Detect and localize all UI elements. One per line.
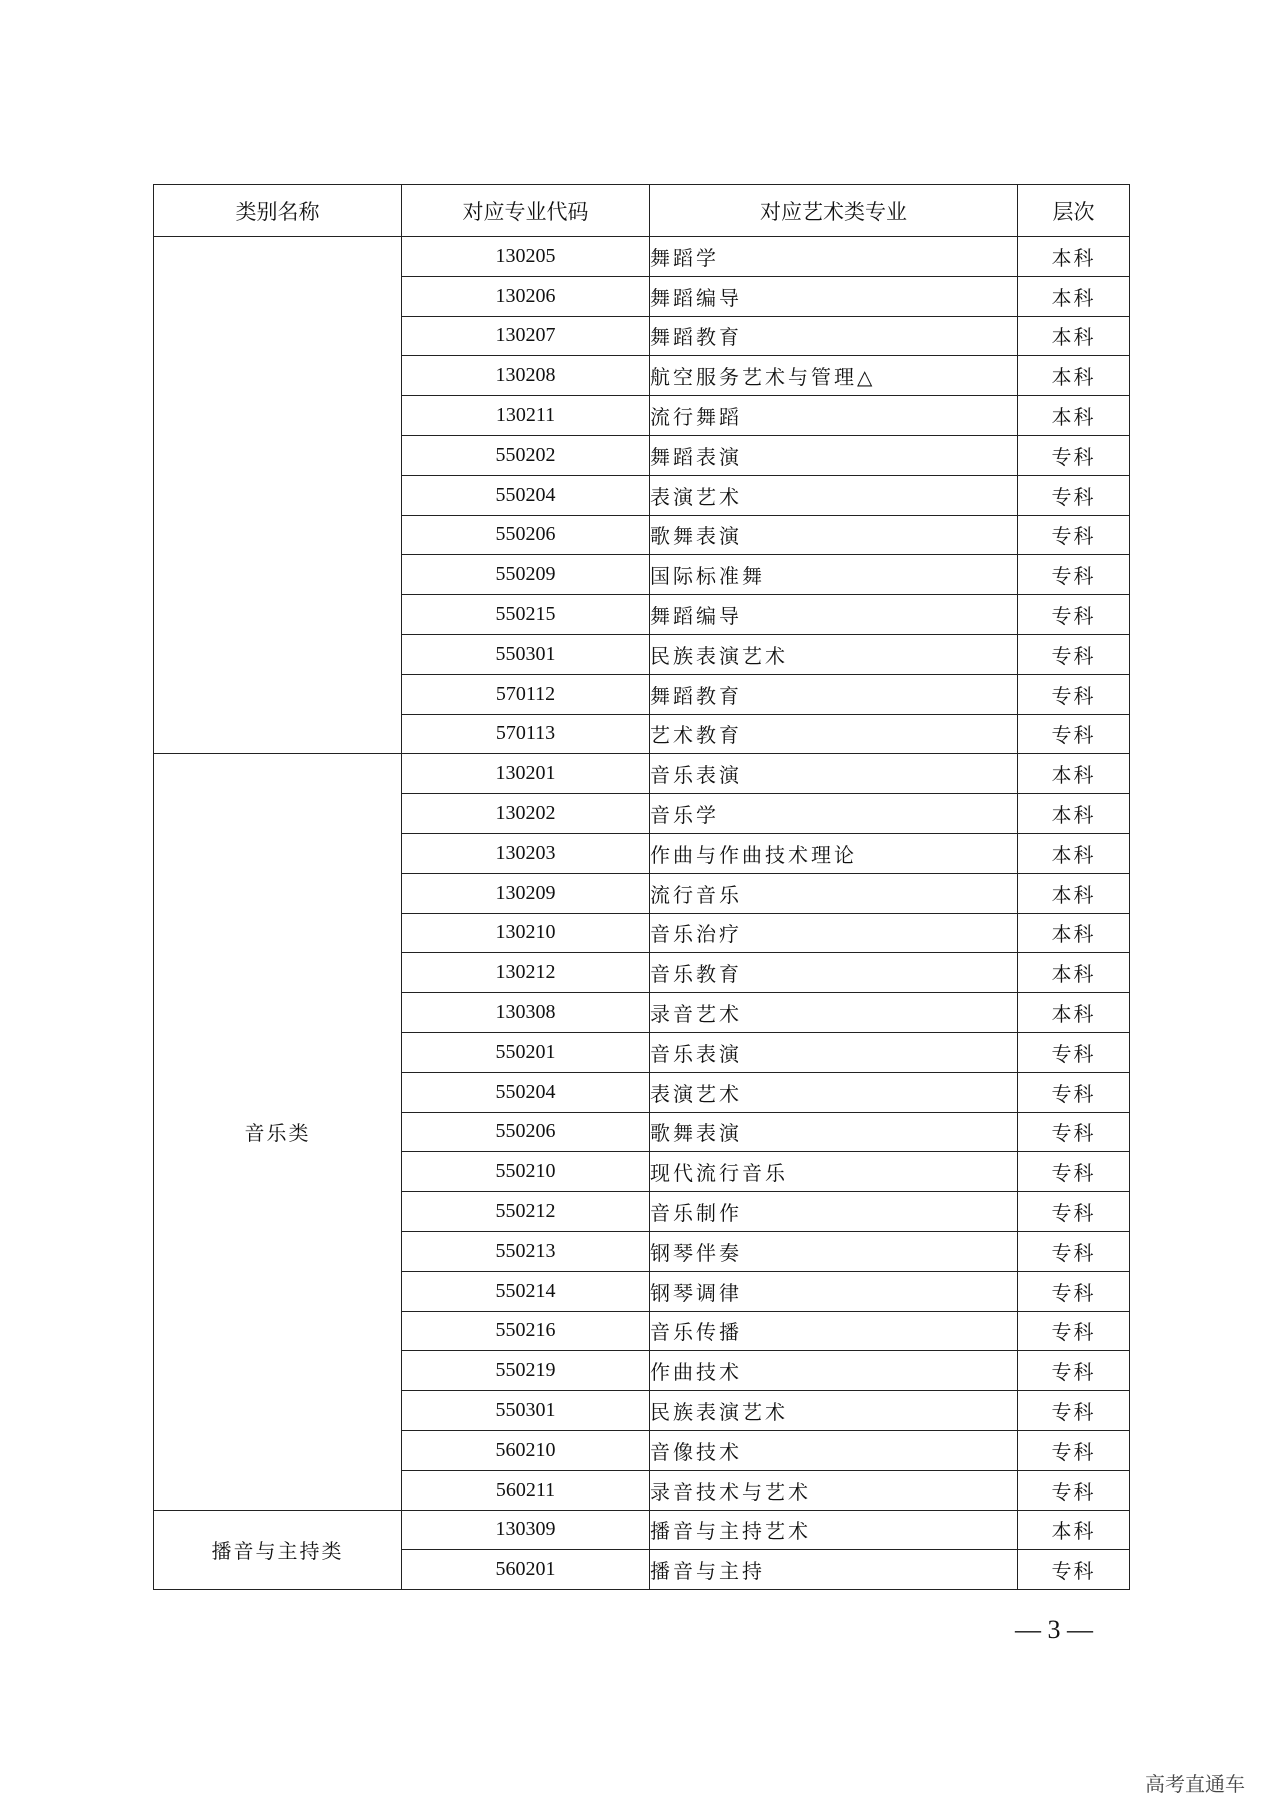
code-cell: 550216 <box>402 1311 650 1351</box>
level-cell: 专科 <box>1018 515 1130 555</box>
major-cell: 音乐表演 <box>650 754 1018 794</box>
major-cell: 钢琴调律 <box>650 1271 1018 1311</box>
code-cell: 550204 <box>402 1072 650 1112</box>
code-cell: 570112 <box>402 674 650 714</box>
level-cell: 专科 <box>1018 435 1130 475</box>
code-cell: 560211 <box>402 1470 650 1510</box>
code-cell: 560210 <box>402 1430 650 1470</box>
major-cell: 作曲与作曲技术理论 <box>650 833 1018 873</box>
major-cell: 舞蹈学 <box>650 237 1018 277</box>
level-cell: 专科 <box>1018 475 1130 515</box>
major-cell: 歌舞表演 <box>650 515 1018 555</box>
level-cell: 专科 <box>1018 1550 1130 1590</box>
level-cell: 本科 <box>1018 316 1130 356</box>
level-cell: 专科 <box>1018 1271 1130 1311</box>
code-cell: 550212 <box>402 1192 650 1232</box>
level-cell: 本科 <box>1018 754 1130 794</box>
code-cell: 130207 <box>402 316 650 356</box>
code-cell: 130209 <box>402 873 650 913</box>
code-cell: 130202 <box>402 794 650 834</box>
code-cell: 130309 <box>402 1510 650 1550</box>
level-cell: 本科 <box>1018 993 1130 1033</box>
level-cell: 专科 <box>1018 1192 1130 1232</box>
major-cell: 表演艺术 <box>650 1072 1018 1112</box>
level-cell: 专科 <box>1018 1311 1130 1351</box>
level-cell: 专科 <box>1018 674 1130 714</box>
code-cell: 130212 <box>402 953 650 993</box>
major-cell: 音乐治疗 <box>650 913 1018 953</box>
code-cell: 550210 <box>402 1152 650 1192</box>
major-cell: 音乐教育 <box>650 953 1018 993</box>
code-cell: 130211 <box>402 396 650 436</box>
code-cell: 550206 <box>402 515 650 555</box>
table-body <box>154 237 1130 1590</box>
major-cell: 民族表演艺术 <box>650 634 1018 674</box>
header-code: 对应专业代码 <box>402 185 650 237</box>
page-number: — 3 — <box>1015 1615 1093 1644</box>
major-cell: 舞蹈表演 <box>650 435 1018 475</box>
major-cell: 舞蹈教育 <box>650 316 1018 356</box>
major-cell: 舞蹈编导 <box>650 276 1018 316</box>
major-cell: 音像技术 <box>650 1430 1018 1470</box>
major-cell: 民族表演艺术 <box>650 1391 1018 1431</box>
category-cell <box>154 237 402 754</box>
major-cell: 作曲技术 <box>650 1351 1018 1391</box>
major-cell: 音乐学 <box>650 794 1018 834</box>
level-cell: 本科 <box>1018 953 1130 993</box>
code-cell: 570113 <box>402 714 650 754</box>
table-row <box>154 237 1130 277</box>
major-cell: 播音与主持艺术 <box>650 1510 1018 1550</box>
level-cell: 专科 <box>1018 555 1130 595</box>
header-category: 类别名称 <box>154 185 402 237</box>
major-cell: 表演艺术 <box>650 475 1018 515</box>
major-cell: 录音艺术 <box>650 993 1018 1033</box>
level-cell: 本科 <box>1018 794 1130 834</box>
major-cell: 钢琴伴奏 <box>650 1231 1018 1271</box>
level-cell: 本科 <box>1018 873 1130 913</box>
major-cell: 音乐传播 <box>650 1311 1018 1351</box>
major-cell: 录音技术与艺术 <box>650 1470 1018 1510</box>
code-cell: 130203 <box>402 833 650 873</box>
level-cell: 本科 <box>1018 276 1130 316</box>
code-cell: 550301 <box>402 634 650 674</box>
code-cell: 130208 <box>402 356 650 396</box>
code-cell: 550215 <box>402 595 650 635</box>
code-cell: 550213 <box>402 1231 650 1271</box>
level-cell: 专科 <box>1018 1072 1130 1112</box>
code-cell: 550209 <box>402 555 650 595</box>
category-cell: 音乐类 <box>154 754 402 1510</box>
header-level: 层次 <box>1018 185 1130 237</box>
code-cell: 130210 <box>402 913 650 953</box>
watermark: 高考直通车 <box>1145 1772 1245 1796</box>
code-cell: 550204 <box>402 475 650 515</box>
code-cell: 550214 <box>402 1271 650 1311</box>
level-cell: 专科 <box>1018 634 1130 674</box>
table-header-row <box>154 185 1130 237</box>
major-cell: 播音与主持 <box>650 1550 1018 1590</box>
level-cell: 本科 <box>1018 913 1130 953</box>
level-cell: 专科 <box>1018 1430 1130 1470</box>
major-cell: 现代流行音乐 <box>650 1152 1018 1192</box>
major-cell: 航空服务艺术与管理△ <box>650 356 1018 396</box>
code-cell: 550301 <box>402 1391 650 1431</box>
code-cell: 130205 <box>402 237 650 277</box>
level-cell: 专科 <box>1018 1391 1130 1431</box>
level-cell: 本科 <box>1018 833 1130 873</box>
major-cell: 流行音乐 <box>650 873 1018 913</box>
level-cell: 专科 <box>1018 714 1130 754</box>
major-cell: 国际标准舞 <box>650 555 1018 595</box>
major-cell: 流行舞蹈 <box>650 396 1018 436</box>
major-cell: 音乐制作 <box>650 1192 1018 1232</box>
level-cell: 专科 <box>1018 1032 1130 1072</box>
code-cell: 130206 <box>402 276 650 316</box>
level-cell: 本科 <box>1018 396 1130 436</box>
majors-table <box>153 184 1130 1590</box>
code-cell: 550206 <box>402 1112 650 1152</box>
code-cell: 130308 <box>402 993 650 1033</box>
category-cell: 播音与主持类 <box>154 1510 402 1590</box>
level-cell: 专科 <box>1018 595 1130 635</box>
level-cell: 本科 <box>1018 237 1130 277</box>
major-cell: 舞蹈编导 <box>650 595 1018 635</box>
level-cell: 本科 <box>1018 356 1130 396</box>
level-cell: 专科 <box>1018 1152 1130 1192</box>
level-cell: 专科 <box>1018 1112 1130 1152</box>
table-row <box>154 1510 1130 1550</box>
level-cell: 专科 <box>1018 1231 1130 1271</box>
major-cell: 音乐表演 <box>650 1032 1018 1072</box>
code-cell: 130201 <box>402 754 650 794</box>
code-cell: 560201 <box>402 1550 650 1590</box>
major-cell: 歌舞表演 <box>650 1112 1018 1152</box>
level-cell: 本科 <box>1018 1510 1130 1550</box>
table-row <box>154 754 1130 794</box>
major-cell: 舞蹈教育 <box>650 674 1018 714</box>
header-major: 对应艺术类专业 <box>650 185 1018 237</box>
code-cell: 550219 <box>402 1351 650 1391</box>
code-cell: 550202 <box>402 435 650 475</box>
code-cell: 550201 <box>402 1032 650 1072</box>
level-cell: 专科 <box>1018 1470 1130 1510</box>
level-cell: 专科 <box>1018 1351 1130 1391</box>
major-cell: 艺术教育 <box>650 714 1018 754</box>
